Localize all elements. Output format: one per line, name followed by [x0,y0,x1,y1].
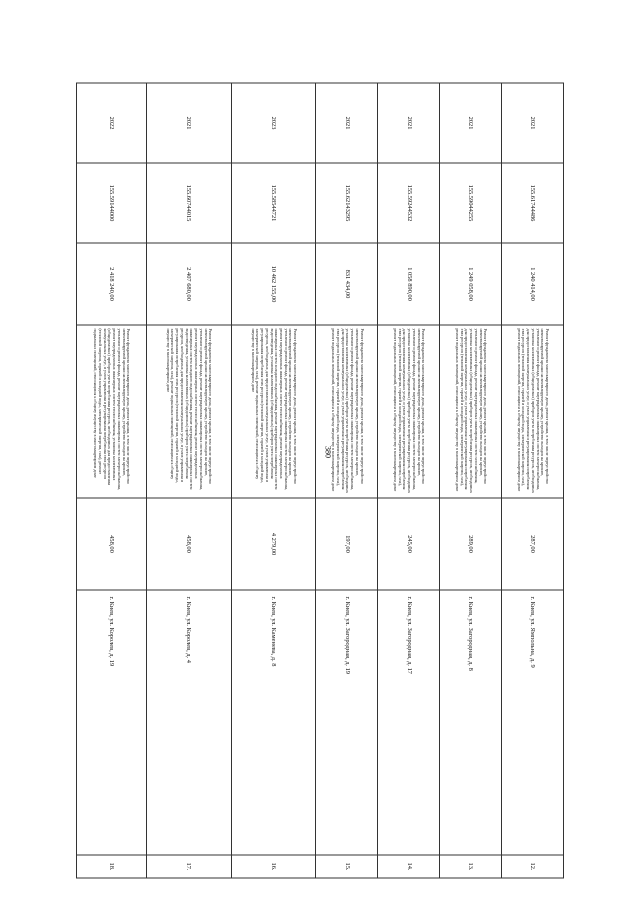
work-description-cell: Ремонт фундамента многоквартирного дома, ремонт крыши, в том числе переустройство невентилируемой крыши на вентилируемую крышу, устройство выходов на кровлю, утепление и ремонт фасада, ремонт внутридомовых инженерных систем газоснабжения, установка коллективных (общедомовых) приборов учета потребления ресурсов, необходимых для предоставления коммунальных услуг, и узлов управления и регулирования потребления этих ресурсов (тепловой энергии, горячей и холодной воды, электрической энергии, газа), ремонт подвальных помещений, относящихся к общему имуществу в многоквартирном доме [440,325,502,498]
table-row [316,83,378,878]
address-cell: г. Киев, ул. Королев, д. 19 [77,590,147,855]
table-row [378,83,440,878]
cost-cell: 1 058 890,00 [378,243,440,325]
address-cell: г. Киев, ул. Каменева, д. 8 [231,590,316,855]
year-cell: 2021 [316,83,378,163]
work-description-cell: Ремонт фундамента многоквартирного дома, ремонт крыши, в том числе переустройство невентилируемой крыши на вентилируемую крышу, устройство выходов на кровлю, утепление и ремонт фасада, ремонт внутридомовых инженерных систем электроснабжения, установка коллективных (общедомовых) приборов учета потребления ресурсов, необходимых для предоставления коммунальных услуг, и узлов управления и регулирования потребления этих ресурсов (тепловой энергии, горячей и холодной воды, электрической энергии, газа), ремонт подвальных помещений, относящихся к общему имуществу в многоквартирном доме [378,325,440,498]
code-cell: 155.60744015 [146,163,231,243]
code-cell: 155.59244532 [378,163,440,243]
address-cell: г. Киев, ул. Загородная, д. 8 [440,590,502,855]
area-cell: 289,00 [440,498,502,590]
work-description-cell: Ремонт фундамента многоквартирного дома, ремонт крыши, в том числе переустройство невентилируемой крыши на вентилируемую крышу, устройство выходов на кровлю, утепление и ремонт фасада, ремонт внутридомовых инженерных систем электроснабжения, ремонт внутридомовых инженерных систем теплоснабжения, установка коллективных (общедомовых) приборов учета потребления ресурсов, необходимых для предоставления коммунальных услуг, и узлов управления и регулирования потребления этих ресурсов (тепловой энергии, горячей и холодной воды, электрической энергии, газа), ремонт подвальных помещений, относящихся к общему имуществу в многоквартирном доме [77,325,147,498]
row-number-cell: 15. [316,855,378,878]
work-description-cell: Ремонт фундамента многоквартирного дома, ремонт крыши, в том числе переустройство невентилируемой крыши на вентилируемую крышу, устройство выходов на кровлю, утепление и ремонт фасада, ремонт внутридомовых инженерных систем электроснабжения, установка коллективных (общедомовых) приборов учета потребления ресурсов, необходимых для предоставления коммунальных услуг, и узлов управления и регулирования потребления этих ресурсов (тепловой энергии, горячей и холодной воды, электрической энергии, газа), ремонт подвальных помещений, относящихся к общему имуществу в многоквартирном доме [316,325,378,498]
row-number-cell: 18. [77,855,147,878]
area-cell: 4 279,00 [231,498,316,590]
cost-cell: 1 249 058,00 [440,243,502,325]
address-cell: г. Киев, ул. Ямпольна, д. 9 [502,590,564,855]
address-cell: г. Киев, ул. Загородная, д. 19 [316,590,378,855]
area-cell: 245,00 [378,498,440,590]
page-number: 380 [323,446,333,458]
row-number-cell: 14. [378,855,440,878]
year-cell: 2021 [440,83,502,163]
year-cell: 2021 [146,83,231,163]
row-number-cell: 13. [440,855,502,878]
row-number-cell: 12. [502,855,564,878]
row-number-cell: 17. [146,855,231,878]
cost-cell: 2 407 680,00 [146,243,231,325]
year-cell: 2023 [231,83,316,163]
work-description-cell: Ремонт фундамента многоквартирного дома, ремонт крыши, в том числе переустройство невентилируемой крыши на вентилируемую крышу, устройство выходов на кровлю, утепление и ремонт фасада, ремонт внутридомовых инженерных систем электроснабжения, ремонт внутридомовых инженерных систем теплоснабжения, ремонт внутридомовых инженерных систем холодного водоснабжения, ремонт внутридомовых инженерных систем водоотведения, установка коллективных (общедомовых) приборов учета потребления ресурсов, необходимых для предоставления коммунальных услуг, и узлов управления и регулирования потребления этих ресурсов (тепловой энергии, горячей и холодной воды, электрической энергии, газа), ремонт подвальных помещений, относящихся к общему имуществу в многоквартирном доме [231,325,316,498]
cost-cell: 10 462 155,00 [231,243,316,325]
area-cell: 197,00 [316,498,378,590]
address-cell: г. Киев, ул. Загородная, д. 17 [378,590,440,855]
address-cell: г. Киев, ул. Королев, д. 4 [146,590,231,855]
cost-cell: 831 434,00 [316,243,378,325]
code-cell: 155.61744486 [502,163,564,243]
cost-cell: 2 418 240,00 [77,243,147,325]
table-row [231,83,316,878]
rotated-table-container [76,83,564,878]
year-cell: 2021 [502,83,564,163]
row-number-cell: 16. [231,855,316,878]
work-description-cell: Ремонт фундамента многоквартирного дома, ремонт крыши, в том числе переустройство невентилируемой крыши на вентилируемую крышу, устройство выходов на кровлю, утепление и ремонт фасада, ремонт внутридомовых инженерных систем электроснабжения, установка коллективных (общедомовых) приборов учета потребления ресурсов, необходимых для предоставления коммунальных услуг, и узлов управления и регулирования потребления этих ресурсов (тепловой энергии, горячей и холодной воды, электрической энергии, газа), ремонт подвальных помещений, относящихся к общему имуществу в многоквартирном доме [502,325,564,498]
area-cell: 287,00 [502,498,564,590]
table-row [440,83,502,878]
year-cell: 2022 [77,83,147,163]
code-cell: 155.59044255 [440,163,502,243]
area-cell: 458,00 [146,498,231,590]
code-cell: 155.58544721 [231,163,316,243]
table-body [77,83,564,878]
program-table [76,83,564,879]
code-cell: 155.59144000 [77,163,147,243]
table-row [77,83,147,878]
table-row [502,83,564,878]
year-cell: 2021 [378,83,440,163]
table-row [146,83,231,878]
code-cell: 155.62143295 [316,163,378,243]
area-cell: 458,00 [77,498,147,590]
cost-cell: 1 240 414,00 [502,243,564,325]
work-description-cell: Ремонт фундамента многоквартирного дома, ремонт крыши, в том числе переустройство невентилируемой крыши на вентилируемую крышу, устройство выходов на кровлю, утепление и ремонт фасада, ремонт внутридомовых инженерных систем электроснабжения, ремонт внутридомовых инженерных систем теплоснабжения, ремонт внутридомовых инженерных систем холодного водоснабжения, ремонт внутридомовых инженерных систем водоотведения, установка коллективных (общедомовых) приборов учета потребления ресурсов, необходимых для предоставления коммунальных услуг, и узлов управления и регулирования потребления этих ресурсов (тепловой энергии, горячей и холодной воды, электрической энергии, газа), ремонт подвальных помещений, относящихся к общему имуществу в многоквартирном доме [146,325,231,498]
